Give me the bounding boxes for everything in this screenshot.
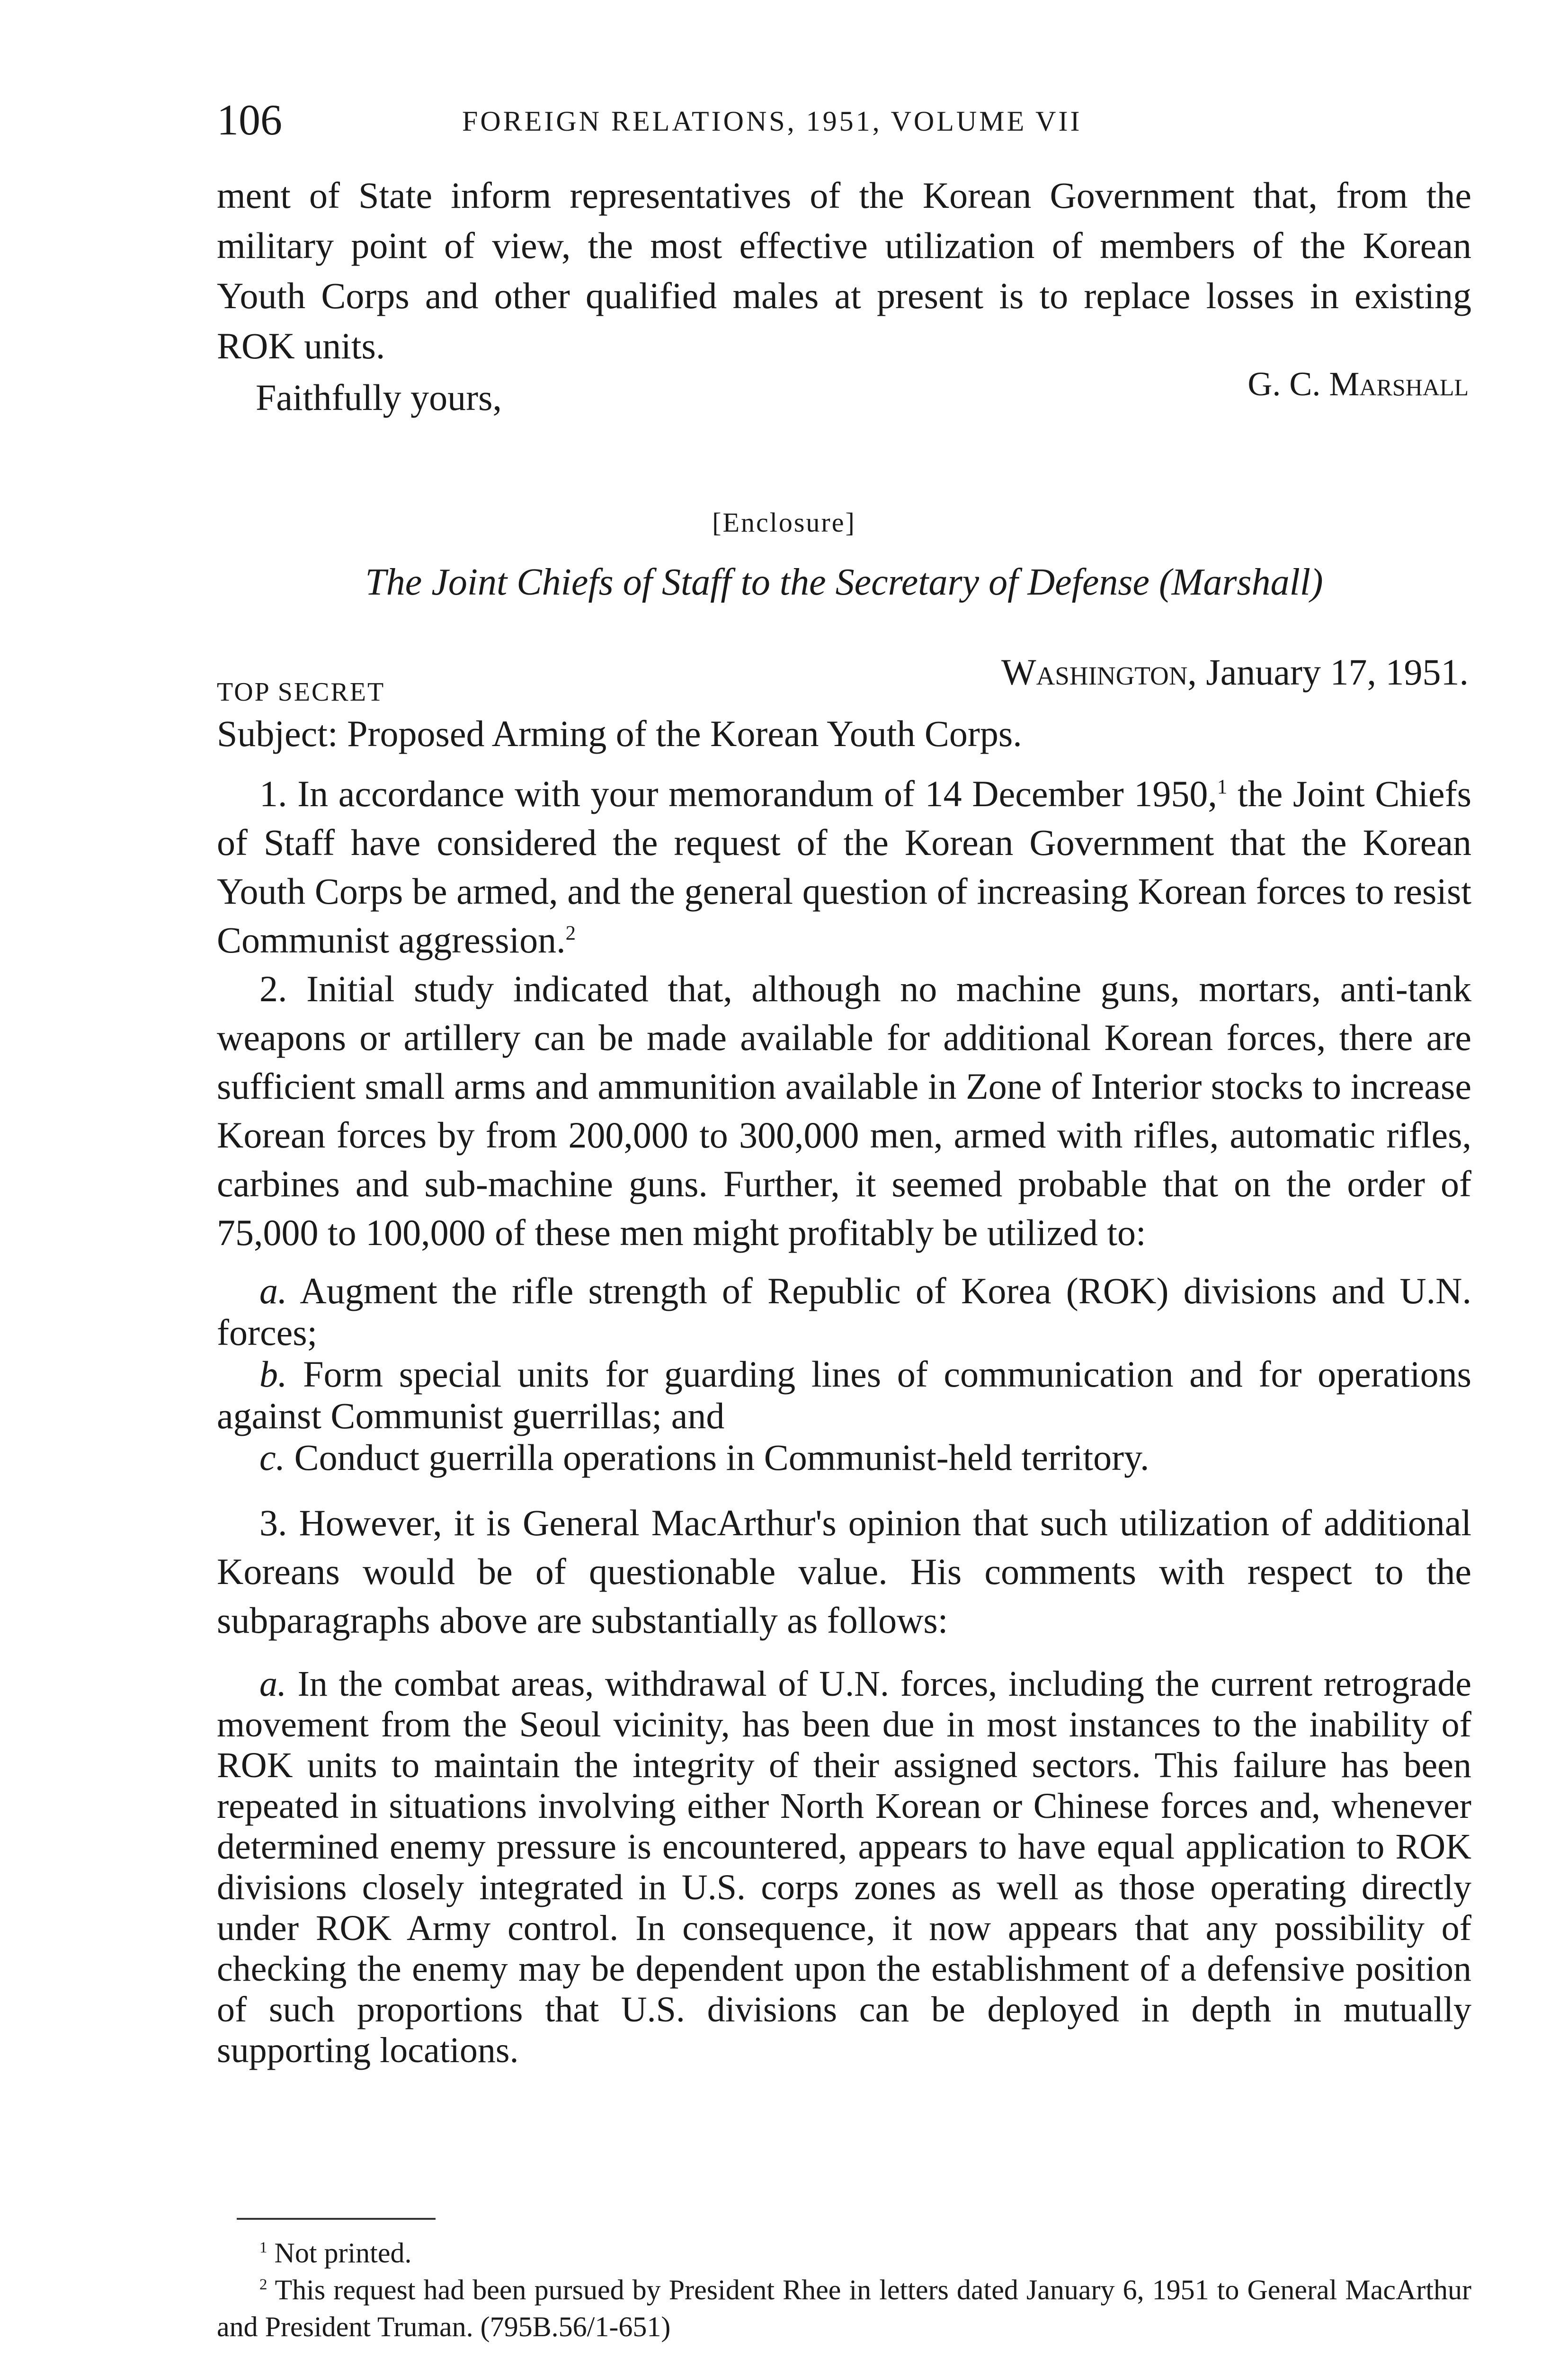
letter-continuation: ment of State inform representatives of the Korean Government that, from the military point of view, the most effective utilization of members of the Korean Youth Corps and other qualified males at present is to replace losses in existing ROK units. — [217, 175, 1471, 366]
list-item — [217, 1437, 1471, 1478]
list-item-letter: b. — [259, 1353, 287, 1395]
page-header — [217, 95, 1471, 147]
quote-letter: a. — [259, 1664, 286, 1704]
footnote-text: This request had been pursued by President Rhee in letters dated January 6, 1951 to General MacArthur and President Truman. (795B.56/1-651) — [217, 2274, 1471, 2342]
subparagraph-list — [217, 1270, 1471, 1478]
footnote-divider — [237, 2218, 436, 2220]
enclosure-label: [Enclosure] — [712, 507, 856, 538]
letter-signature: G. C. Marshall — [1247, 365, 1469, 403]
dateline — [1001, 651, 1469, 694]
dateline-date: , January 17, 1951. — [1187, 651, 1469, 693]
running-head: FOREIGN RELATIONS, 1951, VOLUME VII — [462, 106, 1082, 137]
document-title: The Joint Chiefs of Staff to the Secretary of Defense (Marshall) — [365, 561, 1323, 603]
memo-body — [217, 769, 1471, 2071]
footnote-mark: 2 — [259, 2276, 267, 2293]
list-item — [217, 1270, 1471, 1353]
list-item-text: Form special units for guarding lines of communication and for operations against Communist guerrillas; and — [217, 1353, 1471, 1436]
footnote — [217, 2271, 1471, 2345]
list-item — [217, 1353, 1471, 1437]
footnote — [217, 2234, 1471, 2271]
list-item-text: Augment the rifle strength of Republic of Korea (ROK) divisions and U.N. forces; — [217, 1270, 1471, 1353]
paragraph-3: 3. However, it is General MacArthur's opinion that such utilization of additional Koreans would be of questionable value. His comments with respect to the subparagraphs above are substantially as follows: — [217, 1502, 1471, 1641]
list-item-letter: a. — [259, 1270, 287, 1311]
footnote-mark: 1 — [259, 2239, 267, 2256]
paragraph-1 — [217, 769, 1471, 964]
paragraph-2: 2. Initial study indicated that, although no machine guns, mortars, anti-tank weapons or artillery can be made available for additional Korean forces, there are sufficient small arms and ammunition available in Zone of Interior stocks to increase Korean forces by from 200,000 to 300,000 men, armed with rifles, automatic rifles, carbines and sub-machine guns. Further, it seemed probable that on the order of 75,000 to 100,000 of these men might profitably be utilized to: — [217, 968, 1471, 1253]
paragraph-1-text-a: 1. In accordance with your memorandum of 14 December 1950, — [259, 773, 1217, 814]
letter-closing: Faithfully yours, — [256, 377, 502, 418]
footnote-ref-1: 1 — [1217, 776, 1228, 798]
list-item-text: Conduct guerrilla operations in Communist-held territory. — [285, 1437, 1149, 1478]
subject-line: Subject: Proposed Arming of the Korean Youth Corps. — [217, 713, 1022, 754]
footnotes — [217, 2234, 1471, 2345]
page-number: 106 — [217, 96, 282, 144]
footnote-ref-2: 2 — [565, 922, 576, 944]
quoted-comment — [217, 1664, 1471, 2071]
list-item-letter: c. — [259, 1437, 285, 1478]
dateline-place: Washington — [1001, 651, 1188, 693]
quote-text: In the combat areas, withdrawal of U.N. forces, including the current retrograde movement from the Seoul vicinity, has been due in most instances to the inability of ROK units to maintain the integrity of their assigned sectors. This failure has been repeated in situations involving either North Korean or Chinese forces and, whenever determined enemy pressure is encountered, appears to have equal application to ROK divisions closely integrated in U.S. corps zones as well as those operating directly under ROK Army control. In consequence, it now appears that any possibility of checking the enemy may be dependent upon the establishment of a defensive position of such proportions that U.S. divisions can be deployed in depth in mutually supporting locations. — [217, 1664, 1471, 2070]
footnote-text: Not printed. — [267, 2237, 412, 2269]
paragraph-1-text-b: the Joint Chiefs of Staff have considered the request of the Korean Government that the Korean Youth Corps be armed, and the general question of increasing Korean forces to resist Communist aggression. — [217, 773, 1471, 961]
classification-marking: TOP SECRET — [217, 677, 385, 707]
